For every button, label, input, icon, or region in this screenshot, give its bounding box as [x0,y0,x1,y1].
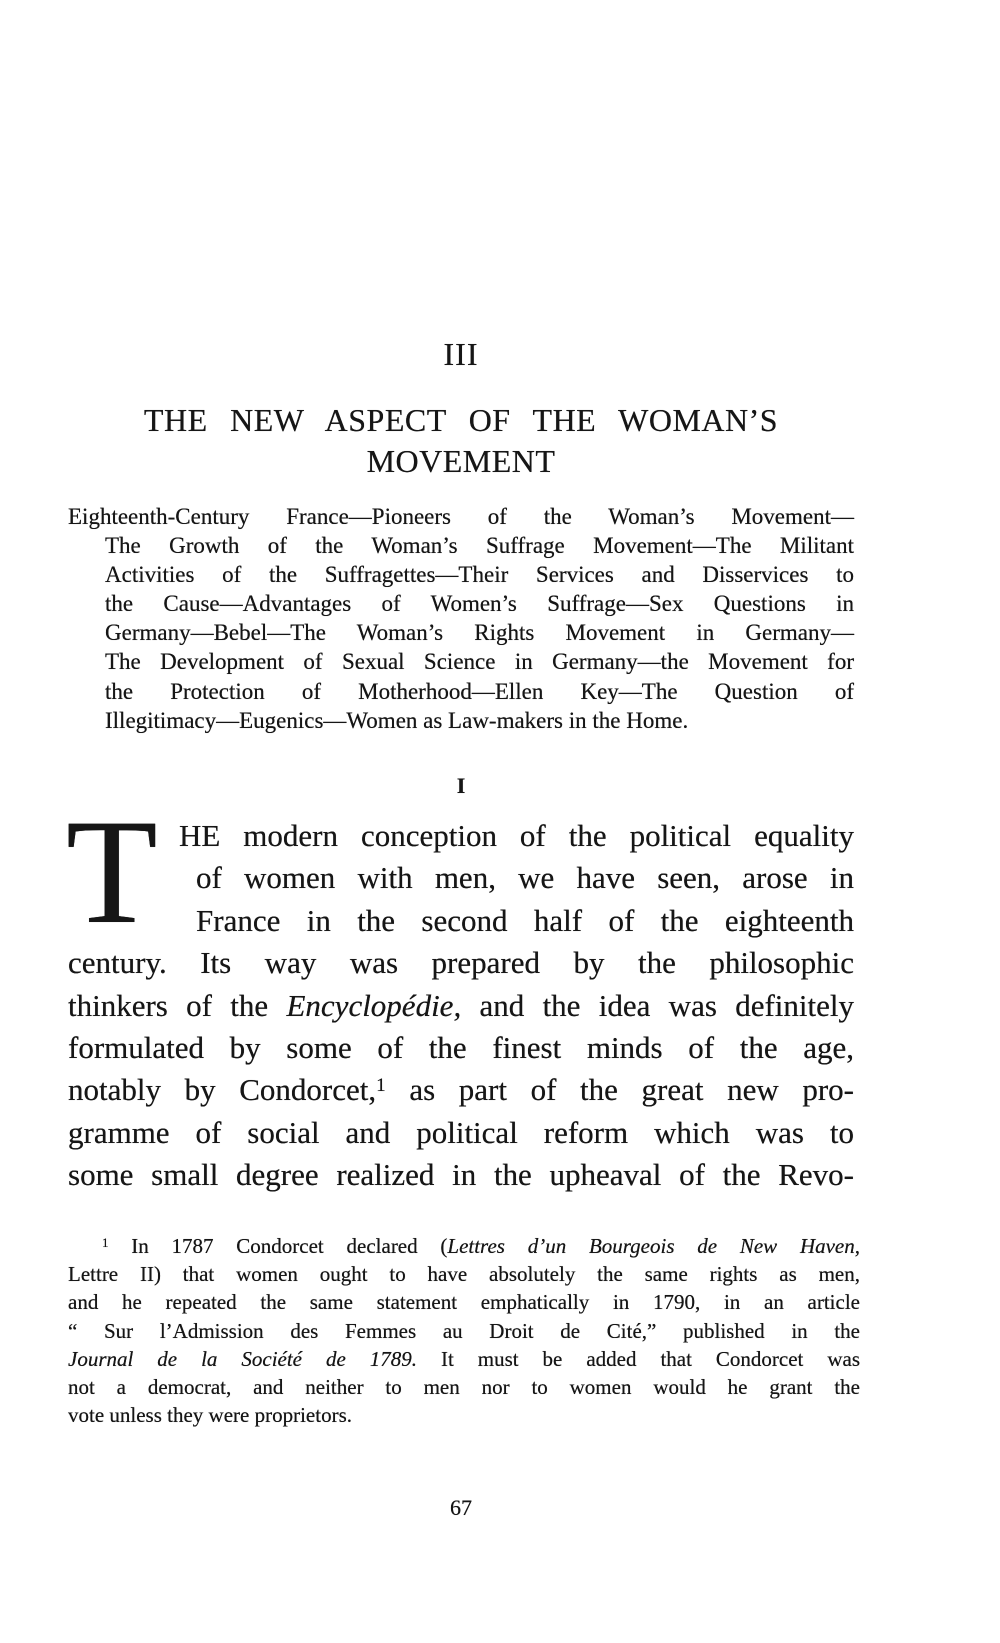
body-line: some small degree realized in the upheaval of the Revo- [68,1157,854,1193]
footnote-reference: 1 [376,1074,386,1096]
synopsis-line: the Protection of Motherhood—Ellen Key—The Question of [105,678,854,704]
chapter-title-line: MOVEMENT [366,443,556,479]
body-line-text: thinkers of the [68,987,287,1023]
body-line: HE modern conception of the political equality [179,818,854,853]
body-line: France in the second half of the eighteenth [196,902,854,938]
footnote-line-text: In 1787 Condorcet declared ( [108,1234,448,1258]
chapter-title-line: THE NEW ASPECT OF THE WOMAN’S [143,402,779,438]
page-number: 67 [450,1495,472,1520]
drop-cap: T [66,789,158,955]
footnote-marker: 1 [102,1234,109,1250]
synopsis-line: the Cause—Advantages of Women’s Suffrage—Sex Questions in [105,591,854,617]
section-number: I [456,773,466,798]
body-line: of women with men, we have seen, arose in [196,860,854,896]
chapter-title [68,400,854,482]
footnote-line: and he repeated the same statement emphatically in 1790, in an article [68,1290,860,1315]
synopsis-line: The Growth of the Woman’s Suffrage Movement—The Militant [105,533,854,559]
chapter-number: III [443,336,479,372]
footnote-line: not a democrat, and neither to men nor to women would he grant the [68,1375,860,1400]
italic-title: Encyclopédie, [286,987,462,1023]
body-line-text: as part of the great new pro- [385,1072,854,1108]
body-line: formulated by some of the finest minds of the age, [68,1030,854,1066]
body-line-text: and the idea was definitely [461,987,854,1023]
footnote-line: “ Sur l’Admission des Femmes au Droit de Cité,” published in the [68,1318,860,1343]
body-line [68,1069,854,1111]
footnote-line [68,1345,860,1373]
footnote-line: Lettre II) that women ought to have absolutely the same rights as men, [68,1262,860,1287]
body-line-text: notably by Condorcet, [68,1072,377,1108]
synopsis-line: Illegitimacy—Eugenics—Women as Law-makers in the Home. [105,707,689,733]
footnote-line-text: It must be added that Condorcet was [417,1346,860,1371]
synopsis-line: Activities of the Suffragettes—Their Services and Disservices to [105,562,854,588]
body-line [68,985,854,1027]
footnote-line: vote unless they were proprietors. [68,1403,353,1428]
body-line: century. Its way was prepared by the philosophic [68,945,854,981]
synopsis-line: The Development of Sexual Science in Germany—the Movement for [105,649,854,675]
synopsis-line: Germany—Bebel—The Woman’s Rights Movement in Germany— [105,620,854,646]
italic-title: Journal de la Société de 1789. [68,1346,417,1371]
footnote [68,1232,860,1429]
synopsis-line: Eighteenth-Century France—Pioneers of the Woman’s Movement— [68,504,854,529]
body-line: gramme of social and political reform which was to [68,1114,854,1150]
footnote-line [68,1232,860,1260]
chapter-synopsis [68,502,854,735]
body-text [68,815,854,1197]
italic-title: Lettres d’un Bourgeois de New Haven, [447,1234,860,1258]
